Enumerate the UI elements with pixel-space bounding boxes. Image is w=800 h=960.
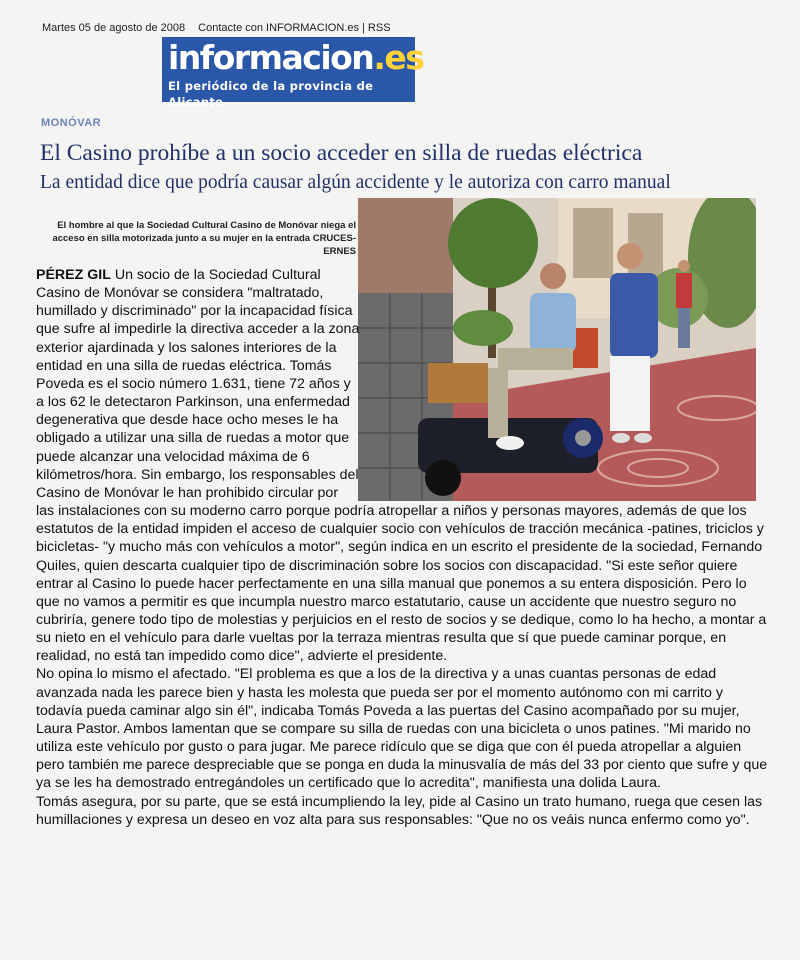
- logo-tagline: El periódico de la provincia de Alicante: [168, 79, 374, 109]
- paragraph: PÉREZ GIL Un socio de la Sociedad Cultural Casino de Monóvar se considera "maltratado, humillado y discriminado" por la incapacidad física que sufre al impedirle la directiva acceder a la zona exterior ajardinada y los salones interiores de la entidad en una silla de ruedas eléctrica. Tomás Poveda es el socio número 1.631, tiene 72 años y a los 62 le detectaron Parkinson, una enfermedad degenerativa que desde hace ocho meses le ha obligado a utilizar una silla de ruedas a motor que puede alcanzar una velocidad máxima de 6 kilómetros/hora. Sin embargo, los responsables del Casino de Monóvar le han prohibido circular por las instalaciones con su moderno carro porque podría atropellar a niños y personas mayores, además de que los estatutos de la entidad impiden el acceso de cualquier socio con vehículos de tracción mecánica -patines, triciclos y bicicletas- "y mucho más con vehículos a motor", según indica en un escrito el presidente de la sociedad, Fernando Quiles, quien descarta cualquier tipo de discriminación sobre los socios con discapacidad. "Si este señor quiere entrar al Casino lo puede hacer perfectamente en una silla manual que ponemos a su entera disposición. Pero lo que no vamos a permitir es que incumpla nuestro marco estatutario, cause un accidente que nuestro seguro no cubriría, genere todo tipo de molestias y perjuicios en el resto de socios y se dedique, como lo ha hecho, a montar a su nieto en el vehículo para darle vueltas por la terraza mientras resulta que sí que puede caminar porque, en realidad, no está tan impedido como dice", advierte el presidente.: [36, 267, 767, 665]
- headline: El Casino prohíbe a un socio acceder en silla de ruedas eléctrica: [40, 140, 643, 166]
- subheadline: La entidad dice que podría causar algún accidente y le autoriza con carro manual: [40, 172, 671, 193]
- paragraph: Tomás asegura, por su parte, que se está incumpliendo la ley, pide al Casino un trato humano, ruega que cesen las humillaciones y expresa un deseo en voz alta para sus responsables: "Que no os veáis nunca enfermo como yo".: [36, 793, 763, 828]
- newspaper-logo[interactable]: [162, 37, 424, 109]
- logo-name: informacion.es: [168, 38, 424, 77]
- photo-caption: El hombre al que la Sociedad Cultural Casino de Monóvar niega el acceso en silla motorizada junto a su mujer en la entrada CRUCES-ERNES: [52, 220, 356, 257]
- section-label: MONÓVAR: [41, 117, 102, 129]
- byline: PÉREZ GIL: [36, 267, 111, 283]
- top-line: [42, 22, 401, 34]
- paragraph: No opina lo mismo el afectado. "El problema es que a los de la directiva y a unas cuantas personas de edad avanzada nada les parece bien y hasta les molesta que pueda ser por el momento autónomo con mi carrito y todavía pueda caminar algo sin él", indicaba Tomás Poveda a las puertas del Casino acompañado por su mujer, Laura Pastor. Ambos lamentan que se compare su silla de ruedas con una bicicleta o unos patines. "Mi marido no utiliza este vehículo por gusto o para jugar. Me parece ridículo que se diga que con él pueda atropellar a alguien pero también me parece despreciable que se ponga en duda la minusvalía de más del 33 por ciento que sufre y que ya se les ha demostrado entregándoles un certificado que lo acredita", manifiesta una dolida Laura.: [36, 666, 768, 792]
- article-body: [36, 266, 772, 829]
- date: Martes 05 de agosto de 2008: [42, 22, 186, 34]
- contact-link[interactable]: Contacte con INFORMACION.es | RSS: [198, 22, 391, 34]
